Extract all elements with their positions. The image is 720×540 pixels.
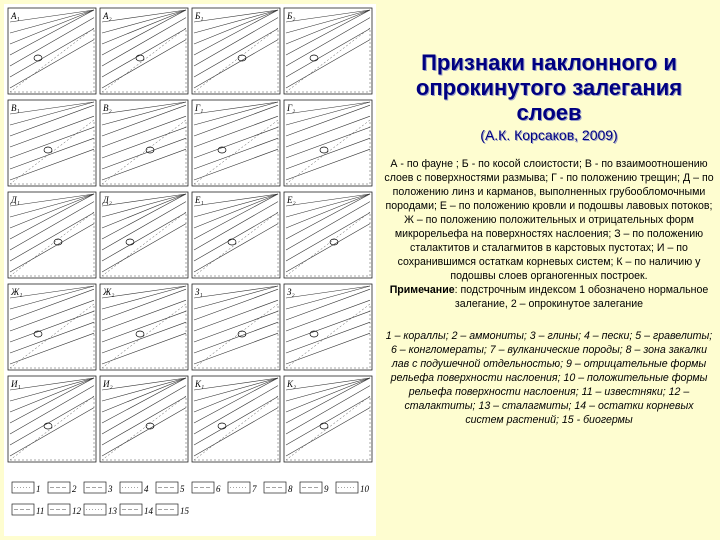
panel-label: А₂ <box>103 11 112 21</box>
panel-label: Ж₁ <box>11 287 23 297</box>
panel-label: Д₁ <box>11 195 20 205</box>
text-panel <box>384 50 714 427</box>
panel-label: Д₂ <box>103 195 112 205</box>
figure-panel <box>284 284 372 370</box>
panel-label: Е₂ <box>287 195 296 205</box>
figure-panel <box>284 376 372 462</box>
legend-number: 2 <box>72 484 77 494</box>
panel-label: Г₂ <box>287 103 296 113</box>
legend-swatch <box>300 482 329 494</box>
legend-number: 14 <box>144 506 153 516</box>
figure-panel <box>192 376 280 462</box>
legend-number: 15 <box>180 506 189 516</box>
figure-panel <box>192 284 280 370</box>
legend-text: 1 – кораллы; 2 – аммониты; 3 – глины; 4 – пески; 5 – гравелиты; 6 – конгломераты; 7 – вулканические породы; 8 – зона закалки лав с подушечной отдельностью; 9 – отрицательные формы рельефа поверхности наслоения; 10 – положительные формы рельефа поверхности наслоения; 11 – известняки; 12 – сталактиты; 13 – сталагмиты; 14 – остатки корневых систем растений; 15 - биогермы <box>385 330 713 426</box>
panel-label: К₂ <box>287 379 297 389</box>
legend-number: 11 <box>36 506 45 516</box>
figure-panel <box>100 8 188 94</box>
figure-panel <box>8 284 96 370</box>
figure-panel <box>100 100 188 186</box>
legend-swatch <box>84 482 113 494</box>
figure-panel <box>192 100 280 186</box>
figure-panel <box>192 8 280 94</box>
legend-number: 7 <box>252 484 257 494</box>
legend-number: 10 <box>360 484 369 494</box>
panel-label: З₂ <box>287 287 295 297</box>
panel-label: Б₁ <box>195 11 204 21</box>
figure-panel <box>284 192 372 278</box>
legend-swatch <box>120 504 154 516</box>
legend-number: 6 <box>216 484 221 494</box>
note-paragraph <box>384 283 714 311</box>
legend-swatch <box>192 482 221 494</box>
figure-panel <box>8 100 96 186</box>
panel-label: А₁ <box>11 11 20 21</box>
figure-panel <box>100 192 188 278</box>
panel-label: В₂ <box>103 103 112 113</box>
legend-swatch <box>84 504 118 516</box>
panel-label: В₁ <box>11 103 20 113</box>
legend-swatch <box>12 504 44 516</box>
legend-number: 12 <box>72 506 81 516</box>
note-label: Примечание <box>389 284 455 296</box>
figure-panel <box>100 284 188 370</box>
legend-swatch <box>48 482 77 494</box>
legend-swatch <box>156 504 190 516</box>
legend-number: 8 <box>288 484 293 494</box>
legend-swatch <box>228 482 257 494</box>
legend-number: 1 <box>36 484 41 494</box>
figure-panel <box>100 376 188 462</box>
panel-label: Г₁ <box>195 103 204 113</box>
panel-label: Б₂ <box>287 11 296 21</box>
panel-label: Е₁ <box>195 195 204 205</box>
legend-swatch <box>120 482 149 494</box>
figure-panel <box>284 100 372 186</box>
figure-panel <box>8 192 96 278</box>
legend-number: 3 <box>108 484 113 494</box>
panel-label: Ж₂ <box>103 287 115 297</box>
legend-swatch <box>264 482 293 494</box>
description-text: А - по фауне ; Б - по косой слоистости; В - по взаимоотношению слоев с поверхностями размыва; Г - по положению трещин; Д – по положению линз и карманов, выполненных грубообломочными породами; Е – по положению кровли и подошвы лавовых потоков; Ж – по положению положительных и отрицательных форм микрорельефа на поверхностях наслоения; З – по положению сталактитов и сталагмитов в карстовых пустотах; И – по сохранившимся остаткам корневых систем; К – по наличию у подошвы слоев органогенных построек. <box>384 158 714 282</box>
note-text: : подстрочным индексом 1 обозначено нормальное залегание, 2 – опрокинутое залегание <box>454 284 709 310</box>
legend-number: 5 <box>180 484 185 494</box>
legend-swatch <box>156 482 185 494</box>
legend-number: 4 <box>144 484 149 494</box>
author-citation: (А.К. Корсаков, 2009) <box>480 127 618 143</box>
legend-number: 13 <box>108 506 117 516</box>
panel-label: И₁ <box>11 379 21 389</box>
panel-label: И₂ <box>103 379 113 389</box>
figure-panel <box>8 8 96 94</box>
geology-figure <box>4 4 376 536</box>
panel-label: К₁ <box>195 379 205 389</box>
legend-swatch <box>12 482 41 494</box>
page-title: Признаки наклонного и опрокинутого залегания слоев <box>415 50 683 125</box>
figure-panel <box>192 192 280 278</box>
figure-panel <box>8 376 96 462</box>
panel-label: З₁ <box>195 287 203 297</box>
figure-panel <box>284 8 372 94</box>
legend-swatch <box>336 482 370 494</box>
legend-swatch <box>48 504 82 516</box>
legend-number: 9 <box>324 484 329 494</box>
